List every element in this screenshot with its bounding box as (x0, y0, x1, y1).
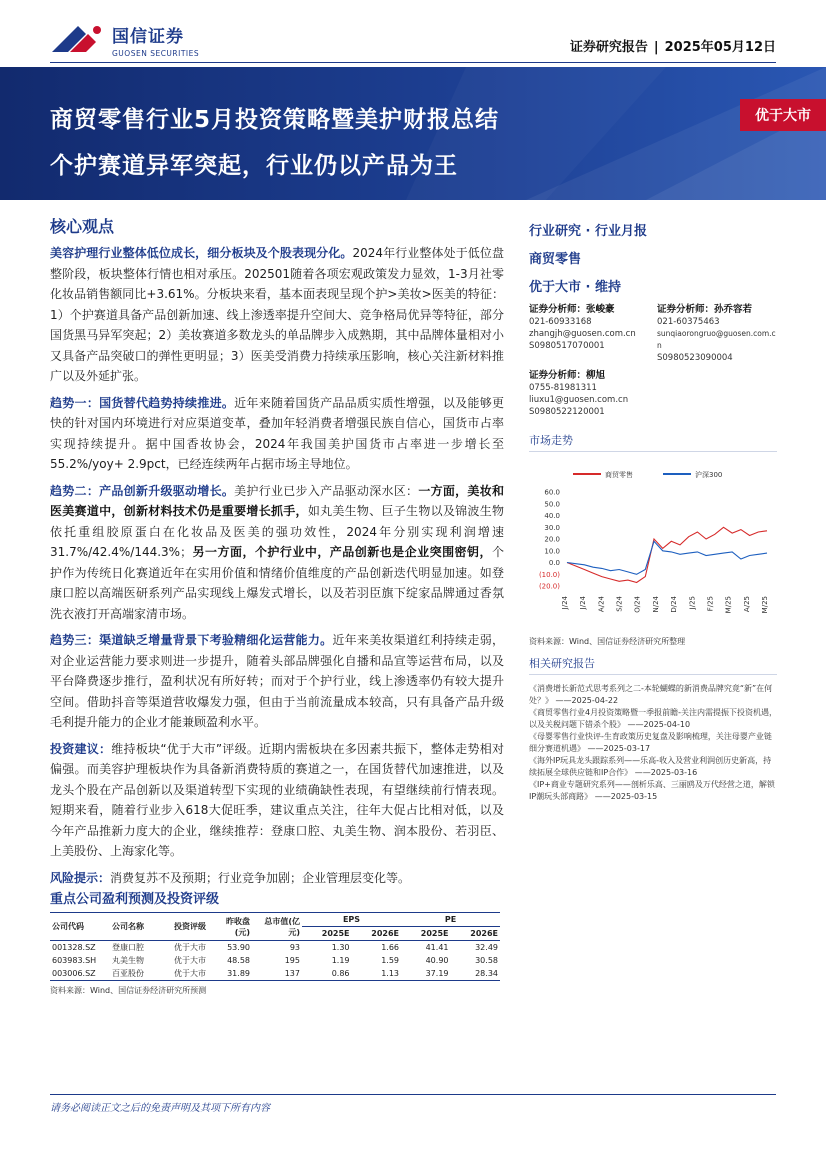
report-type: 证券研究报告 (569, 40, 648, 55)
paragraph-risk: 风险提示：消费复苏不及预期；行业竞争加剧；企业管理层变化等。 (50, 870, 411, 885)
col-mcap: 总市值(亿元) (264, 916, 300, 937)
analyst-email[interactable]: liuxu1@guosen.com.cn (529, 395, 629, 405)
col-eps: EPS (302, 913, 401, 927)
analyst-card: 证券分析师：孙乔容若 021-60375463 sunqiaorongruo@guosen.com.cn S0980523090004 (657, 304, 776, 363)
related-report-link[interactable]: 《IP+商业专题研究系列——剖析乐高、三丽鸥及万代经营之道，解锁IP潮玩头部商路》 ——2025-03-15 (529, 780, 775, 801)
col-pe: PE (401, 913, 500, 927)
logo-english-text: GUOSEN SECURITIES (112, 49, 200, 58)
x-tick-label: M/25 (761, 596, 769, 614)
series-line-csi300 (567, 541, 767, 574)
table-row: 603983.SH 丸美生物 优于大市 48.58 195 1.19 1.59 40.90 30.58 (52, 956, 498, 965)
logo-chinese-text: 国信证券 (112, 27, 184, 47)
y-tick-label: 40.0 (544, 512, 560, 520)
table-row: 001328.SZ 登康口腔 优于大市 53.90 93 1.30 1.66 41.41 32.49 (52, 943, 498, 952)
related-report-link[interactable]: 《母婴零售行业快评-生育政策历史复盘及影响梳理，关注母婴产业链细分赛道机遇》 ——2025-03-17 (529, 732, 772, 753)
report-category: 行业研究 · 行业月报 (529, 224, 647, 239)
x-tick-label: O/24 (633, 596, 642, 613)
y-tick-label: (10.0) (538, 570, 560, 579)
series-line-retail (567, 527, 767, 582)
disclaimer-note: 请务必阅读正文之后的免责声明及其项下所有内容 (50, 1103, 270, 1114)
report-subtitle: 个护赛道异军突起，行业仍以产品为王 (50, 153, 458, 179)
table-row: 003006.SZ 百亚股份 优于大市 31.89 137 0.86 1.13 37.19 28.34 (50, 967, 500, 981)
forecast-table (50, 912, 500, 981)
col-name: 公司名称 (112, 922, 144, 931)
paragraph-trend-three: 趋势三：渠道缺乏增量背景下考验精细化运营能力。近年来美妆渠道红利持续走弱，对企业运营能力要求则进一步提升，随着头部品牌强化自播和品宣等运营布局，以及平台降费逐步推行，盈利状况有所好转；而对于个护行业，线上渗透率仍有较大提升空间。借助抖音等渠道营收爆发力强，但由于当前流量成本较高，只有具备产品升级毛利提升能力的企业才能兼顾盈利水平。 (50, 633, 504, 729)
col-eps-2025e: 2025E (321, 929, 350, 938)
y-tick-label: 50.0 (544, 500, 560, 509)
col-pe-2026e: 2026E (470, 929, 498, 938)
col-pe-2025e: 2025E (420, 929, 449, 938)
footer-divider (50, 1094, 776, 1095)
report-date: 2025年05月12日 (664, 40, 776, 55)
header-divider (50, 62, 776, 63)
x-tick-label: J/24 (579, 596, 588, 610)
sidebar (529, 220, 777, 803)
y-tick-label: 30.0 (544, 523, 560, 532)
x-tick-label: D/24 (670, 596, 679, 613)
paragraph-investment-advice: 投资建议：维持板块“优于大市”评级。近期内需板块在多因素共振下，整体走势相对偏强。而美容护理板块作为具备新消费特质的赛道之一，在国货替代加速推进，以及龙头个股在产品创新以及渠道转型下实现的业绩确缺性表现，有望继续前行情表现。短期来看，随着行业步入618大促旺季，建议重点关注，往年大促占比相对低，以及今年产品推新力度大的企业，继续推荐：登康口腔、丸美生物、润本股份、若羽臣、上美股份、上海家化等。 (50, 741, 504, 858)
y-tick-label: (20.0) (538, 582, 560, 591)
legend-swatch (663, 473, 691, 475)
related-reports-list (529, 683, 777, 802)
legend-label: 沪深300 (695, 471, 723, 479)
legend-swatch (573, 473, 601, 475)
industry-name: 商贸零售 (529, 252, 582, 267)
table-source: 资料来源：Wind、国信证券经济研究所预测 (50, 986, 207, 995)
analyst-email[interactable]: sunqiaorongruo@guosen.com.cn (657, 329, 776, 350)
analyst-email[interactable]: zhangjh@guosen.com.cn (529, 329, 636, 339)
forecast-table-title: 重点公司盈利预测及投资评级 (50, 892, 220, 907)
x-tick-label: A/25 (742, 596, 751, 613)
col-price: 昨收盘(元) (226, 916, 250, 937)
x-tick-label: M/25 (724, 596, 733, 614)
paragraph-trend-one: 趋势一：国货替代趋势持续推进。近年来随着国货产品品质实质性增强，以及能够更快的针对国内环境进行对应渠道变革，叠加年轻消费者增强民族自信心，国货市占率实现持续提升。据中国香妆协会，2024年我国美护国货市占率进一步增长至55.2%/yoy+ 2.9pct，已经连续两年占据市场主导地位。 (50, 395, 504, 471)
guosen-logo-icon (50, 22, 106, 58)
analyst-card: 证券分析师：张峻豪 021-60933168 zhangjh@guosen.com.cn S0980517070001 (529, 304, 657, 364)
x-tick-label: A/24 (597, 596, 606, 613)
x-tick-label: J/24 (561, 596, 569, 610)
industry-rating: 优于大市 · 维持 (529, 280, 621, 295)
related-report-link[interactable]: 《消费增长新范式思考系列之二-本轮蝴蝶的新消费品牌究竟“新”在何处？》 ——2025-04-22 (529, 684, 773, 705)
y-tick-label: 60.0 (544, 488, 560, 497)
y-tick-label: 10.0 (544, 547, 560, 556)
paragraph-trend-two: 趋势二：产品创新升级驱动增长。美护行业已步入产品驱动深水区：一方面，美妆和医美赛道中，创新材料技术仍是重要增长抓手，如丸美生物、巨子生物以及锦波生物依托重组胶原蛋白在化妆品及医美的强功效性，2024年分别实现利润增速31.7%/42.4%/144.3%；另一方面，个护行业中，产品创新也是企业突围密钥，个护作为传统日化赛道近年在实用价值和情绪价值维度的产品创新迭代明显加速。如登康口腔以高端医研系列产品实现线上爆发式增长，以及若羽臣旗下绽家品牌通过香氛洗衣液打开高端家清市场。 (50, 483, 504, 621)
x-tick-label: N/24 (651, 596, 660, 613)
paragraph-overview: 美容护理行业整体低位成长，细分板块及个股表现分化。2024年行业整体处于低位盘整阶段，板块整体行情也相对承压。202501随着各项宏观政策发力显效，1-3月社零化妆品销售额同比+3.61%。分板块来看，基本面表现呈现个护>美妆>医美的特征：1）个护赛道具备产品创新加速、线上渗透率提升空间大、竞争格局优异等特征，部分国货黑马异军突起；2）美妆赛道多数龙头的单品牌步入成熟期，其中品牌体量相对小又具备产品突破口的弹性更明显；3）医美受消费力持续承压影响，核心关注新材料推广以及外延扩张。 (50, 246, 504, 383)
col-code: 公司代码 (52, 922, 84, 931)
y-tick-label: 0.0 (548, 559, 560, 567)
trend-chart-svg (529, 452, 777, 634)
core-views (50, 214, 504, 894)
rating-badge: 优于大市 (740, 99, 826, 131)
title-banner (0, 67, 826, 200)
header-separator: | (653, 40, 659, 55)
report-title: 商贸零售行业5月投资策略暨美护财报总结 (50, 107, 500, 133)
section-title: 核心观点 (50, 217, 115, 236)
analyst-card: 证券分析师：柳旭 0755-81981311 liuxu1@guosen.com.cn S0980522120001 (529, 370, 657, 418)
chart-section-title: 市场走势 (529, 432, 777, 452)
report-meta (570, 36, 776, 55)
related-report-link[interactable]: 《商贸零售行业4月投资策略暨一季报前瞻-关注内需提振下投资机遇，以及关税问题下错杀个股》 ——2025-04-10 (529, 708, 777, 729)
market-trend-chart (529, 452, 777, 634)
company-logo (50, 22, 199, 58)
col-rating: 投资评级 (174, 922, 206, 931)
chart-source: 资料来源：Wind、国信证券经济研究所整理 (529, 637, 686, 646)
analyst-list (529, 304, 777, 424)
y-tick-label: 20.0 (544, 535, 560, 544)
x-tick-label: F/25 (706, 596, 715, 612)
related-report-link[interactable]: 《海外IP玩具龙头跟踪系列——乐高-收入及营业利润创历史新高，持续拓展全球供应链和IP合作》 ——2025-03-16 (529, 756, 772, 777)
legend-label: 商贸零售 (605, 471, 633, 479)
x-tick-label: S/24 (615, 596, 624, 612)
related-reports-title: 相关研究报告 (529, 655, 777, 675)
col-eps-2026e: 2026E (371, 929, 399, 938)
x-tick-label: J/25 (688, 596, 697, 610)
